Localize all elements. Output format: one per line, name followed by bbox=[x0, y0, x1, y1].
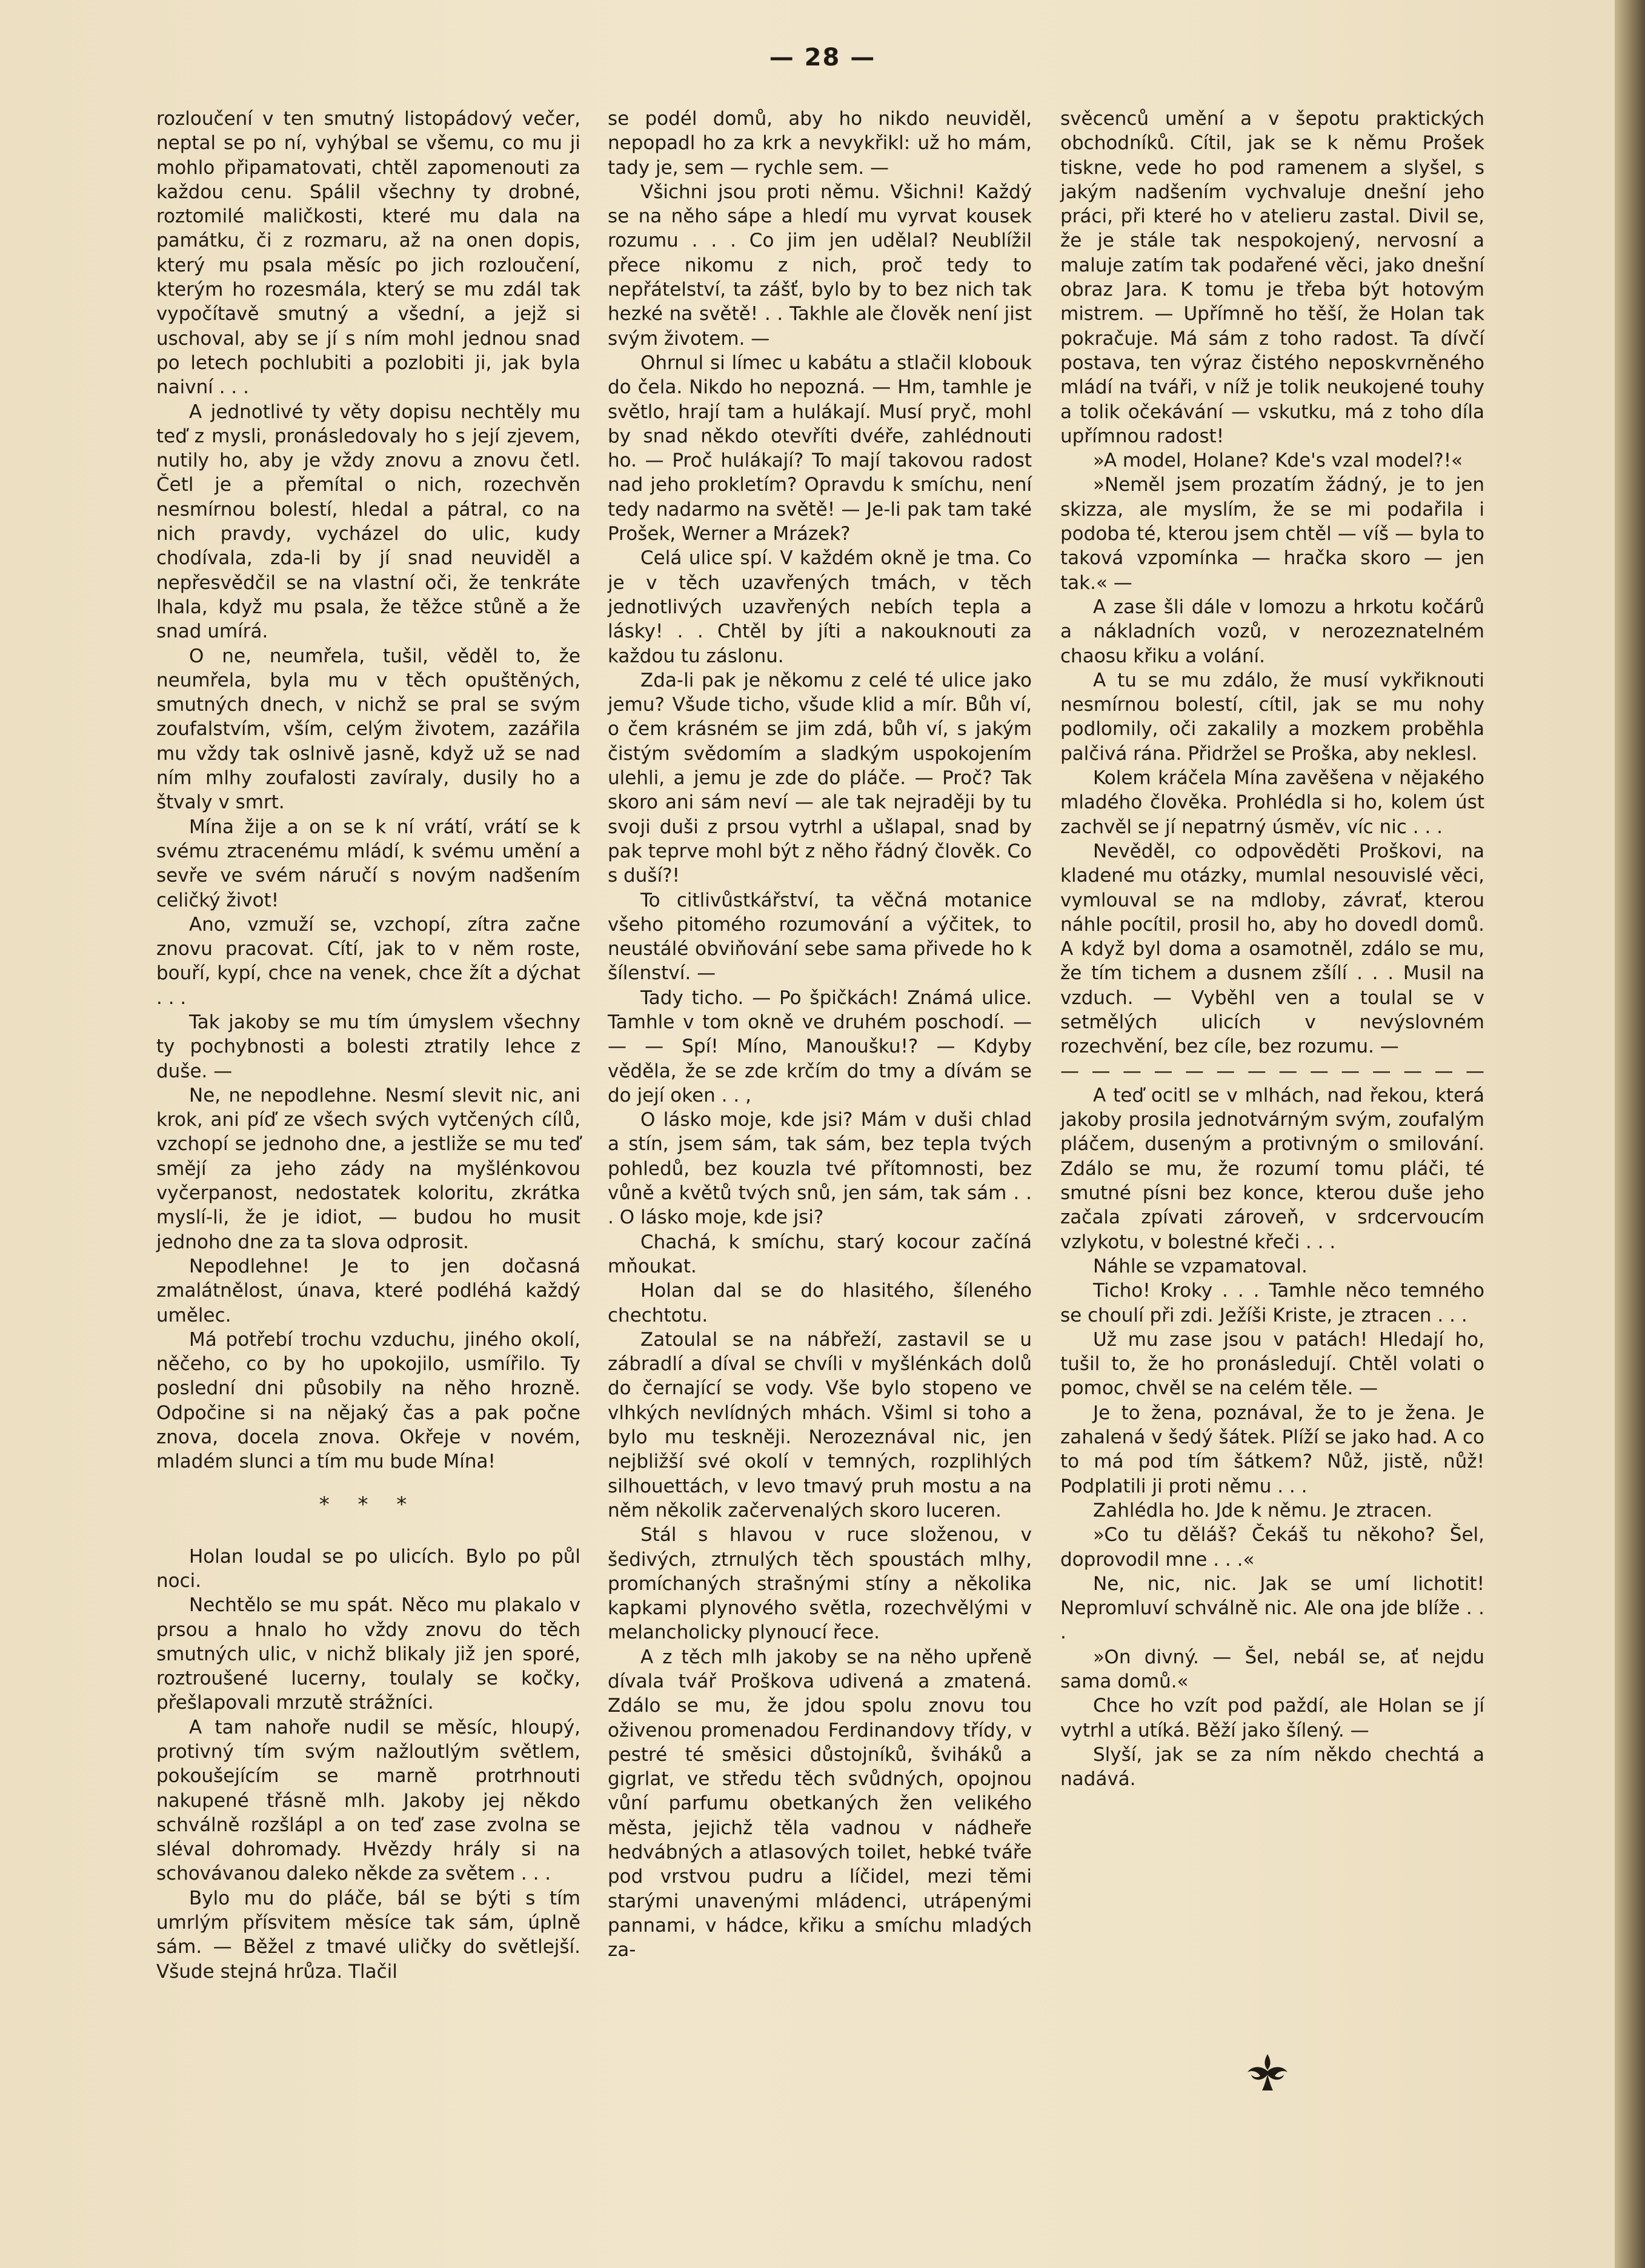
paragraph: A tam nahoře nudil se měsíc, hloupý, protivný tím svým nažloutlým světlem, pokoušejícím se marně protrhnouti nakupené třásně mlh. Jakoby jej někdo schválně rozšlápl a on teď zase zvolna se sléval dohromady. Hvězdy hrály si na schovávanou daleko někde za světem . . . bbox=[156, 1716, 580, 1885]
paragraph: Nevěděl, co odpověděti Proškovi, na kladené mu otázky, mumlal nesouvislé věci, vymlouval se na mdloby, závrať, kterou náhle pocítil, prosil ho, aby ho dovedl domů. A když byl doma a osamotněl, zdálo se mu, že tím tichem a dusnem zšílí . . . Musil na vzduch. — Vyběhl ven a toulal se v setmělých ulicích v nevýslovném rozechvění, bez cíle, bez rozumu. — bbox=[1060, 840, 1484, 1058]
paragraph: »A model, Holane? Kde's vzal model?!« bbox=[1093, 450, 1463, 472]
paragraph: A jednotlivé ty věty dopisu nechtěly mu teď z mysli, pronásledovaly ho s její zjevem, nutily ho, aby je vždy znovu a znovu četl. Četl je a přemítal o nich, rozechvěn nesmírnou bolestí, hledal a pátral, co na nich pravdy, vycházel do ulic, kudy chodívala, zda-li by jí snad neuviděl a nepřesvědčil se na vlastní oči, že tenkráte lhala, když mu psala, že těžce stůně a že snad umírá. bbox=[156, 401, 580, 643]
paragraph: Zahlédla ho. Jde k němu. Je ztracen. bbox=[1093, 1499, 1433, 1521]
paragraph: Holan dal se do hlasitého, šíleného chechtotu. bbox=[608, 1280, 1032, 1326]
text-column-1 bbox=[156, 107, 580, 1984]
paragraph: Celá ulice spí. V každém okně je tma. Co je v těch uzavřených tmách, v těch jednotlivých uzavřených nebích tepla a lásky! . . Chtěl by jíti a nakouknouti za každou tu záslonu. bbox=[608, 547, 1032, 667]
paragraph: Stál s hlavou v ruce složenou, v šedivých, ztrnulých těch spoustách mlhy, promíchaných strašnými stíny a několika kapkami plynového světla, rozechvělými v melancholicky plynoucí řece. bbox=[608, 1524, 1032, 1644]
paragraph: O lásko moje, kde jsi? Mám v duši chlad a stín, jsem sám, tak sám, bez tepla tvých pohledů, bez kouzla tvé přítomnosti, bez vůně a květů tvých snů, jen sám, tak sám . . . O lásko moje, kde jsi? bbox=[608, 1109, 1032, 1229]
paragraph: »Co tu děláš? Čekáš tu někoho? Šel, doprovodil mne . . .« bbox=[1060, 1524, 1484, 1571]
paragraph: Náhle se vzpamatoval. bbox=[1093, 1255, 1308, 1277]
paragraph: Holan loudal se po ulicích. Bylo po půl noci. bbox=[156, 1545, 580, 1592]
page-number: — 28 — bbox=[769, 44, 876, 71]
paragraph: Tady ticho. — Po špičkách! Známá ulice. Tamhle v tom okně ve druhém poschodí. — — — Spí! Míno, Manoušku!? — Kdyby věděla, že se zde krčím do tmy a dívám se do její oken . . , bbox=[608, 986, 1032, 1106]
paragraph: A tu se mu zdálo, že musí vykřiknouti nesmírnou bolestí, cítil, jak se mu nohy podlomily, oči zakalily a mozkem proběhla palčivá rána. Přidržel se Proška, aby neklesl. bbox=[1060, 669, 1484, 765]
paragraph: A zase šli dále v lomozu a hrkotu kočárů a nákladních vozů, v nerozeznatelném chaosu křiku a volání. bbox=[1060, 596, 1484, 667]
paragraph: se podél domů, aby ho nikdo neuviděl, nepopadl ho za krk a nevykřikl: už ho mám, tady je, sem — rychle sem. — bbox=[608, 108, 1032, 179]
paragraph: Zatoulal se na nábřeží, zastavil se u zábradlí a díval se chvíli v myšlénkách dolů do černající se vody. Vše bylo stopeno ve vlhkých nevlídných mhách. Všiml si toho a bylo mu teskněji. Nerozeznával nic, jen nejbližší své okolí v temných, rozplihlých silhouettách, v levo tmavý pruh mostu a na něm několik začervenalých skoro luceren. bbox=[608, 1328, 1032, 1521]
paragraph: Ticho! Kroky . . . Tamhle něco temného se choulí při zdi. Ježíši Kriste, je ztracen . . . bbox=[1060, 1280, 1484, 1326]
paragraph: Slyší, jak se za ním někdo chechtá a nadává. bbox=[1060, 1743, 1484, 1791]
paragraph: Nechtělo se mu spát. Něco mu plakalo v prsou a hnalo ho vždy znovu do těch smutných ulic, v nichž blikaly již jen sporé, roztroušené lucerny, toulaly se kočky, přešlapovali mrzutě strážníci. bbox=[156, 1594, 580, 1714]
text-column-2 bbox=[608, 107, 1032, 1963]
paragraph: Bylo mu do pláče, bál se býti s tím umrlým přísvitem měsíce tak sám, úplně sám. — Běžel z tmavé uličky do světlejší. Všude stejná hrůza. Tlačil bbox=[156, 1887, 580, 1983]
paragraph: Kolem kráčela Mína zavěšena v nějakého mladého člověka. Prohlédla si ho, kolem úst zachvěl se jí nepatrný úsměv, víc nic . . . bbox=[1060, 767, 1484, 838]
paragraph: Ne, nic, nic. Jak se umí lichotit! Nepromluví schválně nic. Ale ona jde blíže . . . bbox=[1060, 1572, 1484, 1644]
section-separator-stars: * * * bbox=[319, 1492, 418, 1517]
paragraph: Všichni jsou proti němu. Všichni! Každý se na něho sápe a hledí mu vyrvat kousek rozumu . . . Co jim jen udělal? Neublížil přece nikomu z nich, proč tedy to nepřátelství, ta zášť, bylo by to bez nich tak hezké na světě! . . Takhle ale člověk není jist svým životem. — bbox=[608, 181, 1032, 350]
paragraph: »Neměl jsem prozatím žádný, je to jen skizza, ale myslím, že se mi podařila i podoba té, kterou jsem chtěl — víš — byla to taková vzpomínka — hračka skoro — jen tak.« — bbox=[1060, 474, 1484, 594]
fleuron-icon bbox=[1240, 2048, 1295, 2097]
paragraph: svěcenců umění a v šepotu praktických obchodníků. Cítil, jak se k němu Prošek tiskne, vede ho pod ramenem a slyšel, s jakým nadšením vychvaluje dnešní jeho práci, při které ho v atelieru zastal. Divil se, že je stále tak nespokojený, nervosní a maluje zatím tak podařené věci, jako dnešní obraz Jara. K tomu je třeba být hotovým mistrem. — Upřímně ho těší, že Holan tak pokračuje. Má sám z toho radost. Ta dívčí postava, ten výraz čistého neposkvrněného mládí na tváři, v níž je tolik neukojené touhy a tolik očekávání — vskutku, má z toho díla upřímnou radost! bbox=[1060, 108, 1484, 447]
paragraph: To citlivůstkářství, ta věčná motanice všeho pitomého rozumování a výčitek, to neustálé obviňování sebe sama přivede ho k šílenství. — bbox=[608, 889, 1032, 985]
paragraph: rozloučení v ten smutný listopádový večer, neptal se po ní, vyhýbal se všemu, co mu ji mohlo připamatovati, chtěl zapomenouti za každou cenu. Spálil všechny ty drobné, roztomilé maličkosti, které mu dala na památku, či z rozmaru, až na onen dopis, který mu psala měsíc po jich rozloučení, kterým ho rozesmála, který se mu zdál tak vypočítavě smutný a všední, a jejž si uschoval, aby se jí s ním mohl jednou snad po letech pochlubiti a pozlobiti ji, jak byla naivní . . . bbox=[156, 108, 580, 399]
paragraph: A z těch mlh jakoby se na něho upřeně dívala tvář Proškova udivená a zmatená. Zdálo se mu, že jdou spolu znovu tou oživenou promenadou Ferdinandovy třídy, v pestré té směsici důstojníků, šviháků a gigrlat, ve středu těch svůdných, opojnou vůní parfumu obetkaných žen velikého města, jejichž těla vadnou v nádheře hedvábných a atlasových toilet, hebké tváře pod vrstvou pudru a líčidel, mezi těmi starými unavenými mládenci, utrápenými pannami, v hádce, křiku a smíchu mladých za- bbox=[608, 1646, 1032, 1961]
text-column-3 bbox=[1060, 107, 1484, 1791]
paragraph: Má potřebí trochu vzduchu, jiného okolí, něčeho, co by ho upokojilo, usmířilo. Ty poslední dni působily na něho hrozně. Odpočine si na nějaký čas a pak počne znova, docela znova. Okřeje v novém, mladém slunci a tím mu bude Mína! bbox=[156, 1328, 580, 1473]
binding-spine bbox=[1615, 0, 1645, 2268]
paragraph: Mína žije a on se k ní vrátí, vrátí se k svému ztracenému mládí, k svému umění a sevře ve svém náručí s novým nadšením celičký život! bbox=[156, 816, 580, 911]
paragraph: Nepodlehne! Je to jen dočasná zmalátnělost, únava, které podléhá každý umělec. bbox=[156, 1255, 580, 1326]
paragraph: O ne, neumřela, tušil, věděl to, že neumřela, byla mu v těch opuštěných, smutných dnech, v nichž se pral se svým zoufalstvím, vším, celým životem, zazářila mu vždy tak oslnivě jasně, když už se nad ním mlhy zoufalosti zavíraly, dusily ho a štvaly v smrt. bbox=[156, 645, 580, 814]
paragraph: Zda-li pak je někomu z celé té ulice jako jemu? Všude ticho, všude klid a mír. Bůh ví, o čem krásném se jim zdá, bůh ví, s jakým čistým svědomím a sladkým uspokojením ulehli, a jemu je zde do pláče. — Proč? Tak skoro ani sám neví — ale tak nejraději by tu svoji duši z prsou vytrhl a ušlapal, snad by pak teprve mohl být z něho řádný člověk. Co s duší?! bbox=[608, 669, 1032, 887]
paragraph: Tak jakoby se mu tím úmyslem všechny ty pochybnosti a bolesti ztratily lehce z duše. — bbox=[156, 1011, 580, 1082]
paragraph: Chce ho vzít pod paždí, ale Holan se jí vytrhl a utíká. Běží jako šílený. — bbox=[1060, 1695, 1484, 1741]
paragraph: Je to žena, poznával, že to je žena. Je zahalená v šedý šátek. Plíží se jako had. A co to má pod tím šátkem? Nůž, jistě, nůž! Podplatili ji proti němu . . . bbox=[1060, 1402, 1484, 1497]
dash-separator: — — — — — — — — — — — — — — bbox=[1060, 1060, 1484, 1082]
paragraph: Ano, vzmuží se, vzchopí, zítra začne znovu pracovat. Cítí, jak to v něm roste, bouří, kypí, chce na venek, chce žít a dýchat . . . bbox=[156, 913, 580, 1009]
paragraph: Ohrnul si límec u kabátu a stlačil klobouk do čela. Nikdo ho nepozná. — Hm, tamhle je světlo, hrají tam a hulákají. Musí pryč, mohl by snad někdo otevříti dvéře, zahlédnouti ho. — Proč hulákají? To mají takovou radost nad jeho prokletím? Opravdu k smíchu, není tedy nadarmo na světě! — Je-li pak tam také Prošek, Werner a Mrázek? bbox=[608, 351, 1032, 545]
paragraph: Už mu zase jsou v patách! Hledají ho, tušil to, že ho pronásledují. Chtěl volati o pomoc, chvěl se na celém těle. — bbox=[1060, 1328, 1484, 1400]
paragraph: »On divný. — Šel, nebál se, ať nejdu sama domů.« bbox=[1060, 1646, 1484, 1692]
paragraph: Ne, ne nepodlehne. Nesmí slevit nic, ani krok, ani píď ze všech svých vytčených cílů, vzchopí se jednoho dne, a jestliže se mu teď smějí za jeho zády na myšlénkovou vyčerpanost, nedostatek koloritu, zkrátka myslí-li, že je idiot, — budou ho musit jednoho dne za ta slova odprosit. bbox=[156, 1084, 580, 1253]
paragraph: Chachá, k smíchu, starý kocour začíná mňoukat. bbox=[608, 1231, 1032, 1277]
paragraph: A teď ocitl se v mlhách, nad řekou, která jakoby prosila jednotvárným svým, zoufalým pláčem, duseným a protivným o smilování. Zdálo se mu, že rozumí tomu pláči, té smutné písni bez konce, kterou duše jeho začala zpívati zároveň, v srdcervoucím vzlykotu, v bolestné křeči . . . bbox=[1060, 1084, 1484, 1253]
